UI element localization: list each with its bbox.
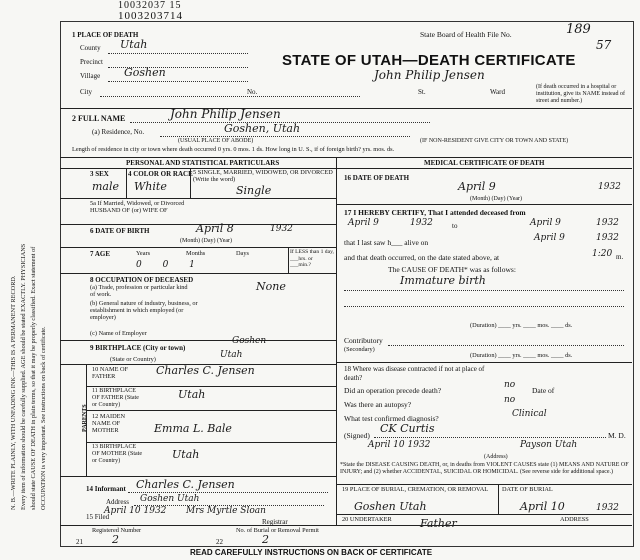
burial-date-label: DATE OF BURIAL	[502, 486, 553, 493]
margin-note-1: N. B.—WRITE PLAINLY, WITH UNFADING INK—THIS IS A PERMANENT RECORD.	[10, 275, 17, 510]
burial-date-value: April 10	[520, 500, 565, 513]
village-value: Goshen	[124, 66, 166, 79]
father-value: Charles C. Jensen	[156, 364, 255, 377]
county-label: County	[80, 44, 101, 52]
personal-section-title: PERSONAL AND STATISTICAL PARTICULARS	[126, 159, 280, 167]
informant-address-value: Goshen Utah	[140, 494, 200, 504]
to-label: to	[452, 222, 458, 230]
name-overwrite: John Philip Jensen	[374, 68, 485, 82]
age-values: 0 0 1	[136, 260, 195, 270]
death-occurred-label: and that death occurred, on the date stated above, at	[344, 253, 500, 262]
attended-to: April 9	[530, 218, 561, 228]
filed-value: April 10 1932	[104, 506, 167, 516]
certificate-title: STATE OF UTAH—DEATH CERTIFICATE	[282, 52, 576, 69]
margin-note-4: OCCUPATION is very important. See instructions on back of certificate.	[40, 326, 47, 510]
attended-from-year: 1932	[410, 218, 433, 228]
color-label: 4 COLOR OR RACE	[128, 170, 193, 178]
informant-label: 14 Informant	[86, 485, 126, 493]
mother-birth-label: 13 BIRTHPLACE OF MOTHER (State or Country)	[92, 444, 142, 464]
dob-year: 1932	[270, 224, 293, 234]
undertaker-value: Father	[420, 517, 457, 530]
registrar-value: Mrs Myrtle Sloan	[186, 506, 266, 516]
dod-year: 1932	[598, 182, 621, 192]
residence-value: Goshen, Utah	[224, 122, 301, 135]
ward-label: Ward	[490, 88, 505, 96]
informant-value: Charles C. Jensen	[136, 478, 235, 491]
father-label: 10 NAME OF FATHER	[92, 366, 129, 380]
burial-date-year: 1932	[596, 503, 619, 513]
occupation-sub: (a) Trade, profession or particular kind of work.	[90, 284, 188, 298]
color-value: White	[134, 180, 167, 193]
attended-from: April 9	[348, 218, 379, 228]
no-label: No.	[247, 88, 258, 96]
duration-2: (Duration) ____ yrs. ____ mos. ____ ds.	[470, 352, 573, 359]
village-label: Village	[80, 72, 101, 80]
death-time: 1:20	[592, 249, 613, 259]
marital-value: Single	[236, 184, 272, 197]
last-saw-label: that I last saw h___ alive on	[344, 238, 429, 247]
certify-label: 17 I HEREBY CERTIFY, That I attended deceased from	[344, 208, 526, 217]
reg-number-index: 21	[76, 538, 83, 546]
dob-value: April 8	[196, 222, 234, 235]
q18-label: 18 Where was disease contracted if not at place of death?	[344, 365, 485, 382]
burial-permit-index: 22	[216, 538, 223, 546]
mother-value: Emma L. Bale	[154, 422, 232, 435]
age-years-label: Years	[136, 250, 151, 257]
serial-number-top: 10032037 15	[118, 0, 182, 11]
file-no-bottom: 57	[596, 38, 612, 52]
secondary-label: (Secondary)	[344, 346, 375, 353]
signed-label: (Signed)	[344, 431, 370, 440]
reg-number-label: Registered Number	[92, 527, 142, 534]
occupation-value: None	[256, 280, 286, 293]
dod-value: April 9	[458, 180, 496, 193]
county-value: Utah	[120, 38, 148, 51]
age-label: 7 AGE	[90, 250, 111, 258]
op-date-label: Date of	[532, 386, 555, 395]
marital-label: 5 SINGLE, MARRIED, WIDOWED, OR DIVORCED (Write the word)	[193, 169, 333, 183]
nonresident-note: (IF NON-RESIDENT GIVE CITY OR TOWN AND STATE)	[420, 138, 569, 144]
city-label: City	[80, 88, 93, 96]
medical-section-title: MEDICAL CERTIFICATE OF DEATH	[424, 159, 545, 167]
test-value: Clinical	[512, 409, 547, 419]
place-of-death-label: 1 PLACE OF DEATH	[72, 31, 139, 39]
board-file-label: State Board of Health File No.	[420, 30, 512, 39]
autopsy-value: no	[504, 395, 516, 405]
length-of-residence: Length of residence in city or town where death occurred 0 yrs. 0 mos. 1 ds. How long in U. S., if of foreign birth? yrs. mos. ds.	[72, 146, 395, 153]
father-birth-label: 11 BIRTHPLACE OF FATHER (State or Country)	[92, 388, 139, 408]
last-saw-year: 1932	[596, 233, 619, 243]
age-days-label: Days	[236, 250, 249, 257]
spouse-label: 5a If Married, Widowed, or Divorced HUSBAND OF (or) WIFE OF	[90, 200, 185, 214]
informant-address-label: Address	[106, 498, 129, 506]
dod-label: 16 DATE OF DEATH	[344, 174, 410, 182]
birthplace-state-label: (State or Country)	[110, 356, 156, 363]
reg-number-value: 2	[112, 533, 119, 546]
signed-value: CK Curtis	[380, 422, 435, 435]
sex-label: 3 SEX	[90, 170, 109, 178]
industry-label: (b) General nature of industry, business, or establishment in which employed (or employer)	[90, 300, 198, 321]
undertaker-address-label: ADDRESS	[560, 516, 589, 523]
undertaker-label: 20 UNDERTAKER	[342, 516, 392, 523]
burial-permit-value: 2	[262, 533, 269, 546]
sign-place: Payson Utah	[520, 440, 578, 450]
burial-value: Goshen Utah	[354, 500, 427, 513]
registrar-label: Registrar	[262, 518, 288, 526]
mother-label: 12 MAIDEN NAME OF MOTHER	[92, 413, 126, 434]
margin-notes	[8, 40, 58, 510]
autopsy-label: Was there an autopsy?	[344, 400, 412, 409]
cause-label: The CAUSE OF DEATH* was as follows:	[388, 265, 516, 274]
operation-value: no	[504, 380, 516, 390]
filed-label: 15 Filed	[86, 513, 110, 521]
birthplace-state: Utah	[220, 350, 243, 360]
contributory-label: Contributory	[344, 336, 383, 345]
burial-label: 19 PLACE OF BURIAL, CREMATION, OR REMOVAL	[342, 486, 489, 493]
last-saw-value: April 9	[534, 233, 565, 243]
margin-note-3: should state CAUSE OF DEATH in plain terms, so that it may be properly classified. Exact statement of	[30, 246, 37, 510]
mother-birth-value: Utah	[172, 448, 200, 461]
hospital-note: (If death occurred in a hospital or institution, give its NAME instead of street and number.)	[536, 84, 625, 104]
sign-date: April 10 1932	[368, 440, 431, 450]
md-label: M. D.	[608, 431, 626, 440]
cause-footnote: *State the DISEASE CAUSING DEATH, or, in deaths from VIOLENT CAUSES state (1) MEANS AND NATURE OF INJURY; and (2) whether ACCIDENTAL, SUICIDAL OR HOMICIDAL. (See reverse side for additional space.)	[340, 462, 629, 475]
test-label: What test confirmed diagnosis?	[344, 414, 439, 423]
doctor-address-label: (Address)	[484, 454, 508, 460]
parents-label: PARENTS	[82, 404, 88, 432]
birthplace-label: 9 BIRTHPLACE (City or town)	[90, 344, 186, 352]
father-birth-value: Utah	[178, 388, 206, 401]
cause-value: Immature birth	[400, 274, 486, 287]
serial-number: 1003203714	[118, 10, 183, 22]
precinct-label: Precinct	[80, 58, 103, 66]
file-no-top: 189	[566, 22, 591, 37]
duration-1: (Duration) ____ yrs. ____ mos. ____ ds.	[470, 322, 573, 329]
dob-sub: (Month) (Day) (Year)	[180, 238, 233, 244]
dob-label: 6 DATE OF BIRTH	[90, 227, 150, 235]
full-name-label: 2 FULL NAME	[72, 114, 126, 123]
operation-label: Did an operation precede death?	[344, 386, 442, 395]
occupation-label: 8 OCCUPATION OF DECEASED	[90, 276, 194, 284]
birthplace-city: Goshen	[232, 336, 267, 346]
burial-permit-label: No. of Burial or Removal Permit	[236, 527, 319, 534]
attended-to-year: 1932	[596, 218, 619, 228]
age-less-label: If LESS than 1 day, ___hrs. or ___min.?	[290, 249, 334, 268]
age-months-label: Months	[186, 250, 206, 257]
dod-sub: (Month) (Day) (Year)	[470, 196, 523, 202]
death-time-suffix: m.	[616, 253, 624, 261]
full-name-value: John Philip Jensen	[170, 107, 281, 121]
instructions-footer: READ CAREFULLY INSTRUCTIONS ON BACK OF CERTIFICATE	[190, 548, 433, 557]
residence-label: (a) Residence, No.	[92, 128, 145, 136]
st-label: St.	[418, 88, 426, 96]
sex-value: male	[92, 180, 120, 193]
usual-place: (USUAL PLACE OF ABODE)	[178, 138, 254, 144]
employer-label: (c) Name of Employer	[90, 330, 147, 337]
margin-note-2: Every item of information should be carefully supplied. AGE should be stated EXACTLY. PHYSICIANS	[20, 243, 27, 510]
